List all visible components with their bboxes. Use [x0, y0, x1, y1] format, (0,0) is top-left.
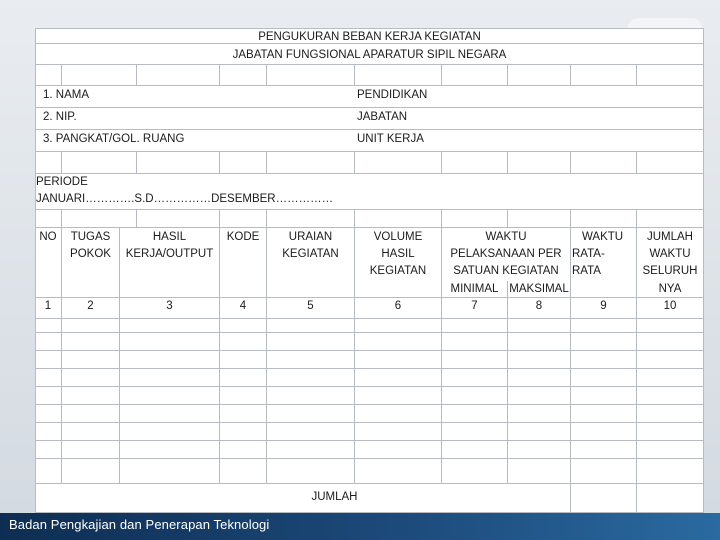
grid-line: [119, 227, 120, 483]
col-number: 7: [471, 300, 478, 312]
grid-line: [35, 173, 704, 174]
grid-line: [266, 151, 267, 173]
header-minimal: MINIMAL: [450, 283, 499, 295]
grid-line: [219, 151, 220, 173]
field-pendidikan: PENDIDIKAN: [357, 89, 428, 101]
field-nama: 1. NAMA: [43, 89, 90, 101]
col-number: 3: [166, 300, 173, 312]
header-no: NO: [39, 231, 57, 243]
field-jabatan: JABATAN: [357, 111, 408, 123]
grid-line: [570, 151, 571, 173]
header-waktu-pelaksanaan-line-1: WAKTU: [485, 231, 527, 243]
grid-line: [354, 151, 355, 173]
header-waktu-pelaksanaan-line-3: SATUAN KEGIATAN: [453, 265, 559, 277]
period-value: JANUARI………….S.D……………DESEMBER……………: [36, 193, 334, 205]
grid-line: [35, 458, 704, 459]
title-line-1: PENGUKURAN BEBAN KERJA KEGIATAN: [258, 31, 481, 43]
grid-line: [35, 350, 704, 351]
field-pangkat: 3. PANGKAT/GOL. RUANG: [43, 133, 185, 145]
header-uraian-line-2: KEGIATAN: [282, 248, 339, 260]
header-tugas-line-1: TUGAS: [70, 231, 111, 243]
grid-line: [219, 209, 220, 227]
col-number: 2: [87, 300, 94, 312]
header-waktu-rata-line-2: RATA-: [572, 248, 605, 260]
col-number: 9: [600, 300, 607, 312]
header-waktu-rata-line-1: WAKTU: [582, 231, 624, 243]
grid-line: [35, 368, 704, 369]
grid-line: [219, 227, 220, 483]
header-uraian-line-1: URAIAN: [288, 231, 333, 243]
grid-line: [35, 107, 704, 108]
header-kode: KODE: [226, 231, 260, 243]
grid-line: [35, 129, 704, 130]
grid-line: [507, 209, 508, 227]
grid-line: [636, 64, 637, 85]
grid-line: [136, 151, 137, 173]
title-line-2: JABATAN FUNGSIONAL APARATUR SIPIL NEGARA: [232, 49, 507, 61]
grid-line: [266, 227, 267, 483]
grid-line: [636, 151, 637, 173]
col-number: 10: [663, 300, 677, 312]
field-unit-kerja: UNIT KERJA: [357, 133, 424, 145]
header-volume-line-3: KEGIATAN: [369, 265, 427, 277]
col-number: 6: [394, 300, 402, 312]
grid-line: [570, 209, 571, 227]
header-maksimal: MAKSIMAL: [509, 283, 569, 295]
grid-line: [441, 209, 442, 227]
field-nip: 2. NIP.: [43, 111, 77, 123]
grid-line: [219, 64, 220, 85]
col-number: 4: [239, 300, 247, 312]
grid-line: [61, 209, 62, 227]
grid-line: [35, 440, 704, 441]
grid-line: [61, 227, 62, 483]
grid-line: [35, 227, 704, 228]
header-volume-line-1: VOLUME: [373, 231, 423, 243]
period-label: PERIODE: [36, 176, 88, 188]
header-jumlah-line-2: WAKTU: [649, 248, 691, 260]
header-jumlah-line-1: JUMLAH: [646, 231, 693, 243]
grid-line: [570, 227, 571, 483]
grid-line: [136, 64, 137, 85]
grid-line: [61, 64, 62, 85]
total-label: JUMLAH: [311, 491, 358, 503]
header-waktu-pelaksanaan-line-2: PELAKSANAAN PER: [450, 248, 562, 260]
header-waktu-rata-line-3: RATA: [572, 265, 601, 277]
grid-line: [441, 64, 442, 85]
grid-line: [266, 64, 267, 85]
grid-line: [441, 151, 442, 173]
header-hasil-line-1: HASIL: [152, 231, 187, 243]
grid-line: [35, 318, 704, 319]
grid-line: [136, 209, 137, 227]
header-tugas-line-2: POKOK: [70, 248, 111, 260]
grid-line: [507, 151, 508, 173]
col-number: 5: [307, 300, 314, 312]
header-jumlah-line-3: SELURUH: [642, 265, 698, 277]
grid-line: [35, 422, 704, 423]
col-number: 8: [535, 300, 543, 312]
col-number: 1: [44, 300, 52, 312]
worksheet: [35, 28, 704, 513]
grid-line: [266, 209, 267, 227]
header-volume-line-2: HASIL: [381, 248, 415, 260]
grid-line: [35, 332, 704, 333]
grid-line: [61, 151, 62, 173]
grid-line: [570, 483, 571, 512]
grid-line: [636, 209, 637, 227]
grid-line: [354, 64, 355, 85]
grid-line: [354, 209, 355, 227]
grid-line: [507, 64, 508, 85]
header-jumlah-line-4: NYA: [658, 283, 682, 295]
grid-line: [35, 386, 704, 387]
grid-line: [570, 64, 571, 85]
footer-organization: Badan Pengkajian dan Penerapan Teknologi: [9, 517, 270, 532]
grid-line: [35, 483, 704, 484]
grid-line: [636, 483, 637, 512]
grid-line: [35, 404, 704, 405]
grid-line: [35, 85, 704, 86]
header-hasil-line-2: KERJA/OUTPUT: [125, 248, 214, 260]
